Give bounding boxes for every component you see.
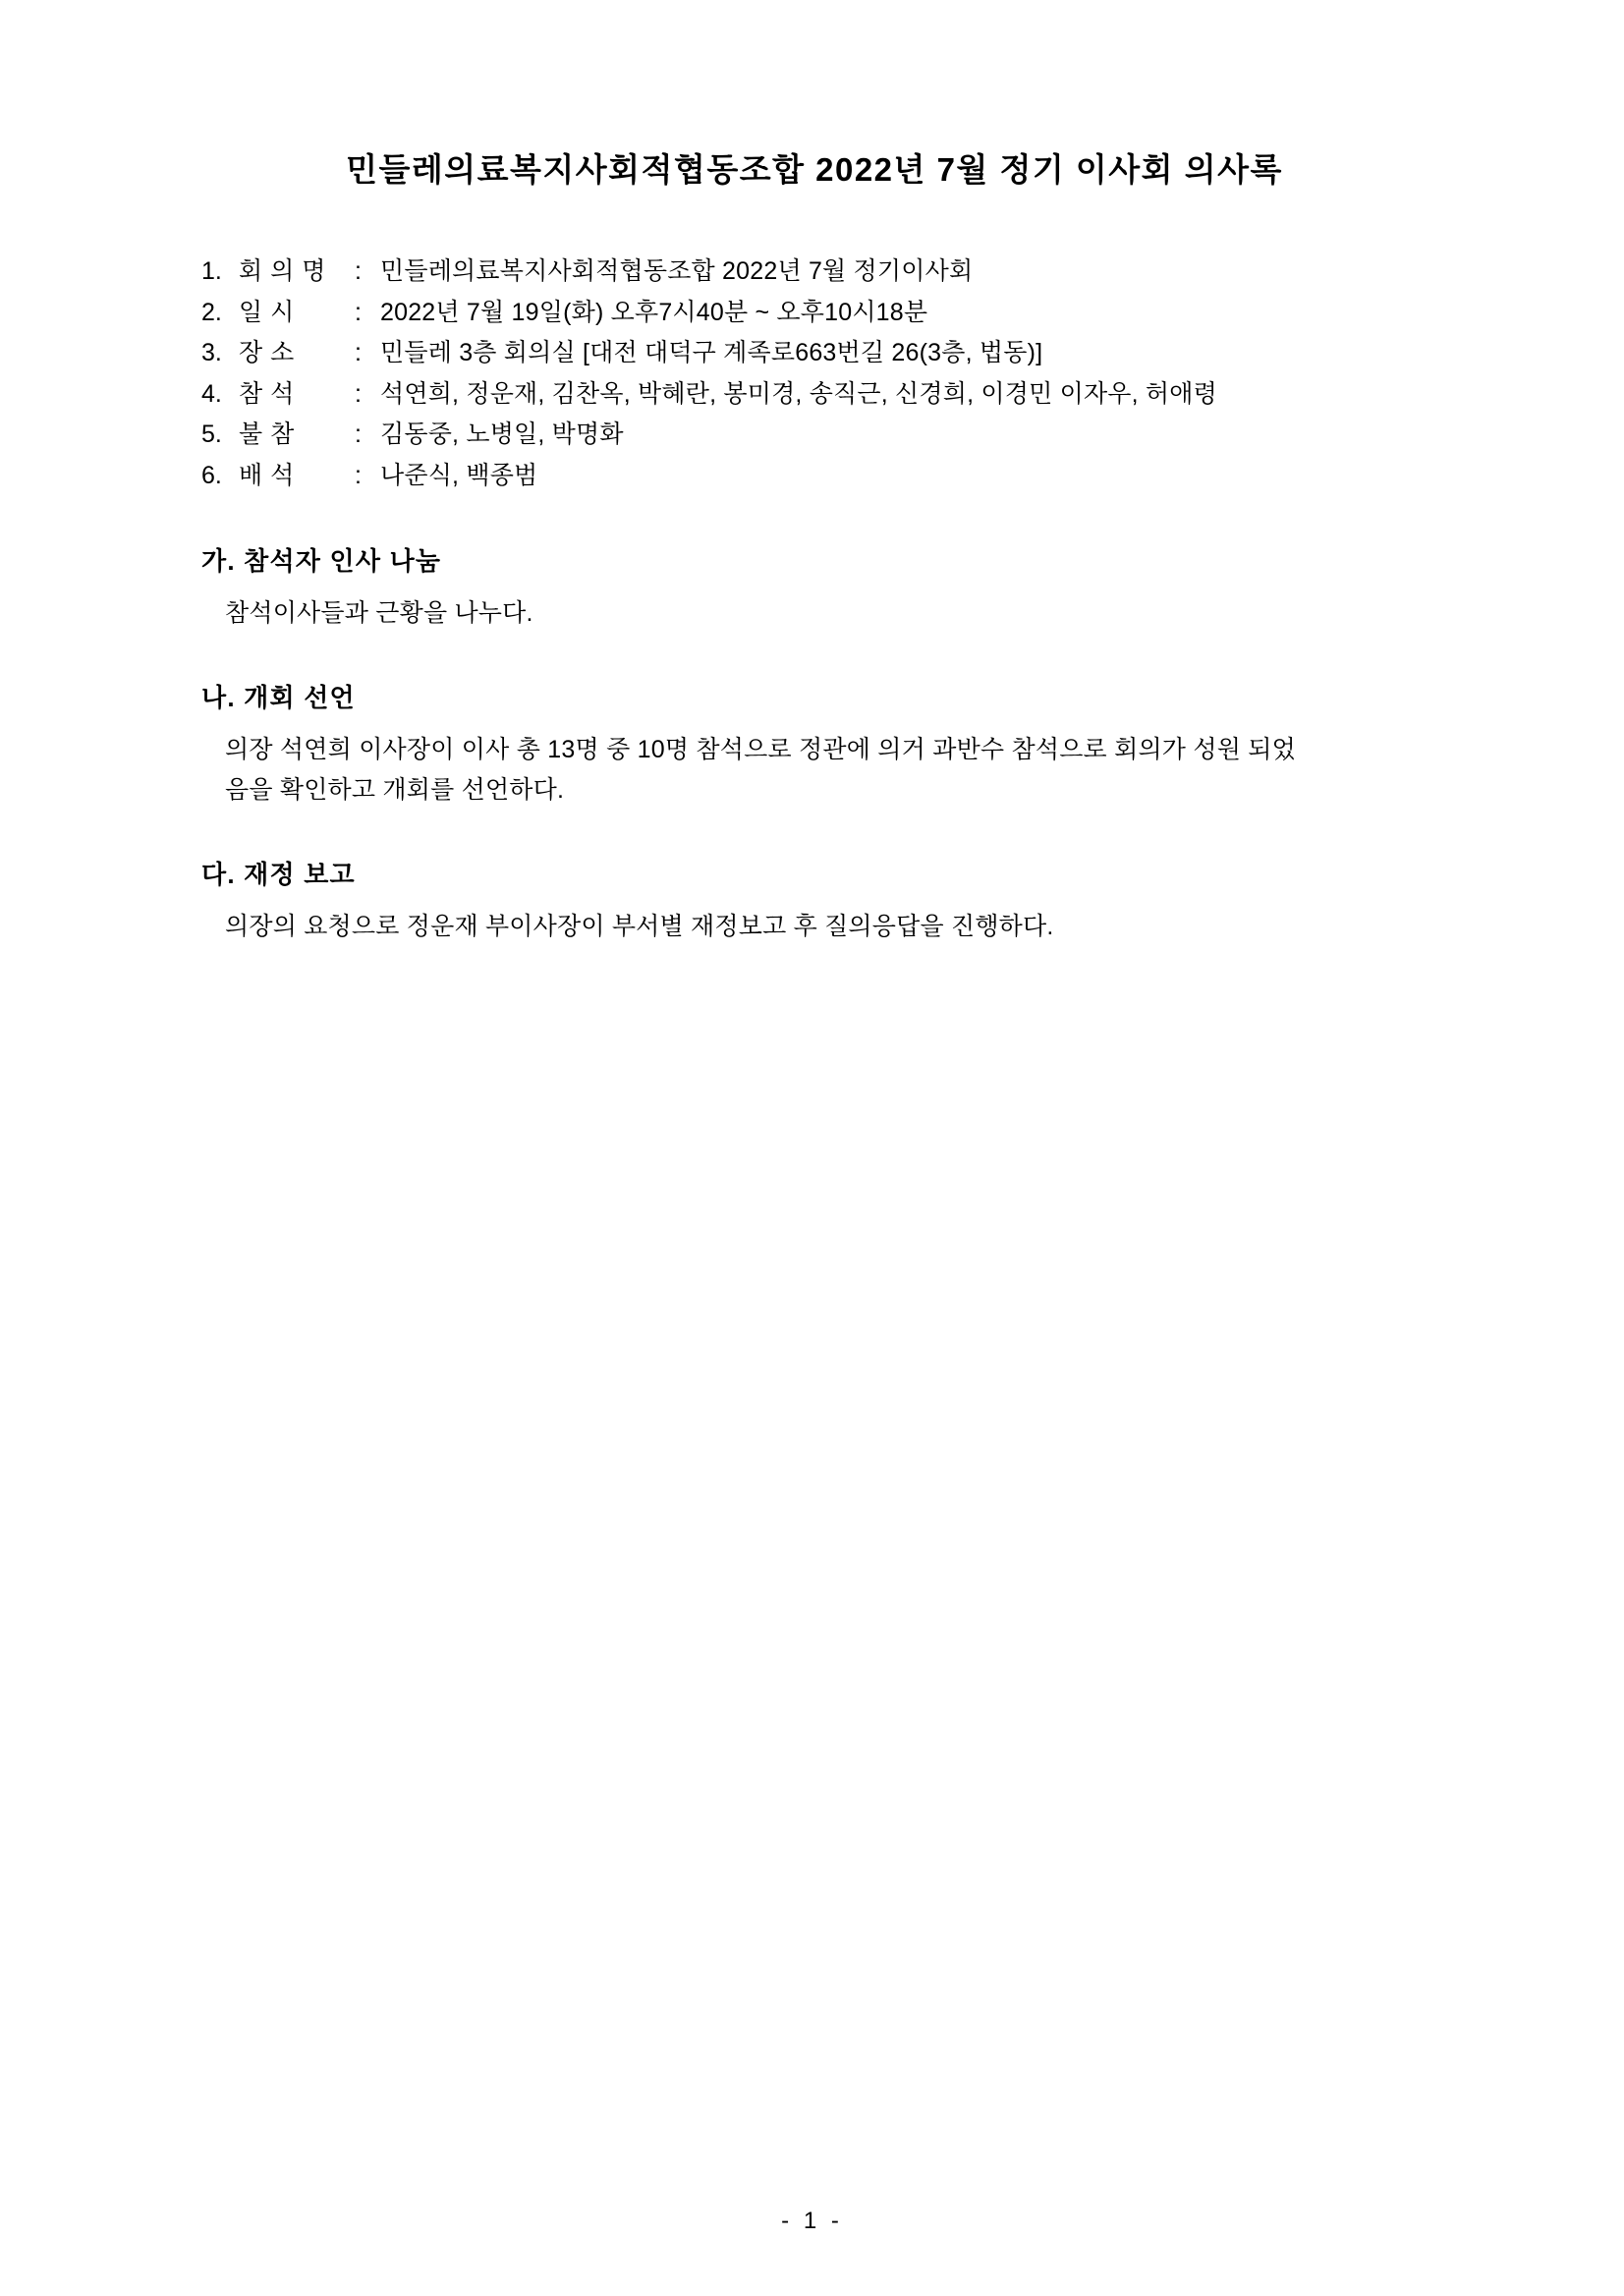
- meeting-info-value: 민들레의료복지사회적협동조합 2022년 7월 정기이사회: [380, 257, 974, 286]
- meeting-info-row-1: [201, 252, 1447, 293]
- meeting-info-value: 2022년 7월 19일(화) 오후7시40분 ~ 오후10시18분: [380, 298, 928, 326]
- meeting-info-separator: :: [355, 379, 362, 408]
- meeting-info-row-3: [201, 333, 1447, 374]
- section-opening-declaration: [201, 678, 1447, 812]
- meeting-info-number: 4.: [201, 379, 222, 408]
- meeting-info-separator: :: [355, 420, 362, 449]
- meeting-info-label: 참 석: [239, 379, 295, 408]
- meeting-info-number: 1.: [201, 257, 222, 286]
- meeting-info-label: 일 시: [239, 298, 295, 326]
- section-heading: 다. 재정 보고: [201, 859, 356, 889]
- page-title: 민들레의료복지사회적협동조합 2022년 7월 정기 이사회 의사록: [346, 151, 1283, 188]
- section-body: 참석이사들과 근황을 나누다.: [225, 599, 533, 628]
- meeting-info-number: 2.: [201, 298, 222, 326]
- meeting-info-label: 회 의 명: [239, 257, 326, 286]
- section-body: 의장의 요청으로 정운재 부이사장이 부서별 재정보고 후 질의응답을 진행하다.: [225, 912, 1054, 940]
- meeting-info-separator: :: [355, 339, 362, 367]
- meeting-info-separator: :: [355, 257, 362, 286]
- page-number: - 1 -: [781, 2208, 843, 2234]
- meeting-info-row-5: [201, 415, 1447, 456]
- meeting-info-value: 나준식, 백종범: [380, 461, 538, 489]
- section-heading: 나. 개회 선언: [201, 682, 356, 712]
- section-greeting: [201, 541, 1447, 635]
- meeting-info-row-6: [201, 456, 1447, 497]
- meeting-info-separator: :: [355, 298, 362, 326]
- meeting-info-value: 김동중, 노병일, 박명화: [380, 420, 624, 449]
- meeting-info-value: 석연희, 정운재, 김찬옥, 박혜란, 봉미경, 송직근, 신경희, 이경민 이자우, 허애령: [380, 379, 1217, 408]
- meeting-info-row-2: [201, 293, 1447, 334]
- meeting-info-separator: :: [355, 461, 362, 489]
- section-financial-report: [201, 855, 1447, 948]
- meeting-info-number: 6.: [201, 461, 222, 489]
- meeting-info-number: 3.: [201, 339, 222, 367]
- section-heading: 가. 참석자 인사 나눔: [201, 546, 442, 577]
- meeting-info-row-4: [201, 374, 1447, 416]
- meeting-info-label: 배 석: [239, 461, 295, 489]
- meeting-info-list: [201, 252, 1447, 496]
- meeting-info-value: 민들레 3층 회의실 [대전 대덕구 계족로663번길 26(3층, 법동)]: [380, 339, 1043, 367]
- meeting-info-label: 장 소: [239, 339, 295, 367]
- meeting-info-number: 5.: [201, 420, 222, 449]
- meeting-info-label: 불 참: [239, 420, 295, 449]
- section-body: 의장 석연희 이사장이 이사 총 13명 중 10명 참석으로 정관에 의거 과반수 참석으로 회의가 성원 되었음을 확인하고 개회를 선언하다.: [225, 735, 1296, 805]
- document-content: [0, 0, 1624, 990]
